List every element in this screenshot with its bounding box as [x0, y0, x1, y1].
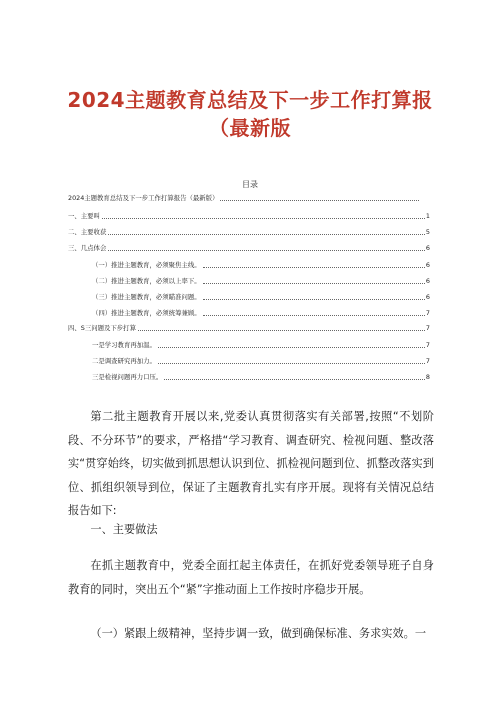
toc-leader: [108, 250, 425, 251]
toc-entry-page: 6: [425, 261, 430, 269]
toc-leader: [203, 315, 425, 316]
toc-leader: [203, 283, 425, 284]
toc-entry[interactable]: [92, 340, 430, 350]
toc-entry-label: （二）推进主题教育，必须以上率下。: [92, 277, 201, 285]
toc-leader: [138, 330, 425, 331]
toc-entry[interactable]: [68, 243, 430, 253]
toc-entry[interactable]: [92, 372, 430, 382]
toc-entry-label: （一）推进主题教育，必须聚焦主线。: [92, 261, 201, 269]
section-heading: 一、主要做法: [90, 523, 158, 536]
toc-entry-page: 6: [425, 244, 430, 252]
toc-entry[interactable]: [68, 227, 430, 237]
toc-entry[interactable]: [92, 356, 430, 366]
toc-heading: 目录: [242, 180, 258, 189]
toc-entry-page: 6: [425, 277, 430, 285]
toc-entry-page: 6: [425, 293, 430, 301]
toc-entry[interactable]: [92, 292, 430, 302]
toc-entry-label: 三是检视问题再力口压。: [92, 373, 163, 381]
toc-entry-label: 一是学习教育再加温。: [92, 341, 156, 349]
toc-entry-page: 5: [425, 228, 430, 236]
toc-entry-label: （三）推进主题教育，必须瞄准问题。: [92, 293, 201, 301]
toc-leader: [203, 267, 425, 268]
toc-leader: [158, 347, 425, 348]
toc-entry-page: 7: [425, 341, 430, 349]
document-title-line2: （最新版: [209, 116, 291, 140]
toc-entry-label: 三、几点体会: [68, 244, 107, 252]
toc-entry-label: 二、主要收获: [68, 228, 107, 236]
body-paragraph: （一）紧跟上级精神，坚持步调一致，做到确保标准、务求实效。一: [90, 627, 427, 640]
toc-entry-label: 二是调查研究再加力。: [92, 357, 156, 365]
toc-entry[interactable]: [92, 260, 430, 270]
toc-entry-page: 1: [425, 212, 430, 220]
toc-entry[interactable]: [68, 193, 420, 203]
toc-leader: [108, 234, 425, 235]
intro-paragraph: 第二批主题教育开展以来,党委认真贯彻落实有关部署,按照“不划阶段、不分环节”的要求，严格措“学习教育、调查研究、检视问题、整改落实“贯穿始终，切实做到抓思想认识到位、抓检视问题到位、抓整改落实到位、抓组织领导到位，保证了主题教育扎实有序开展。现将有关情况总结报告如下:: [68, 410, 434, 517]
toc-entry[interactable]: [92, 276, 430, 286]
toc-entry-label: 四、S三问题及下步打算: [68, 324, 136, 332]
body-paragraph: 在抓主题教育中，党委全面扛起主体责任，在抓好党委领导班子自身教育的同时，突出五个“紧”字推动面上工作按时序稳步开展。: [68, 559, 434, 596]
toc-entry-page: 7: [425, 324, 430, 332]
toc-entry-label: （四）推进主题教育，必须统筹兼顾。: [92, 309, 201, 317]
toc-entry-label: 2024主题教育总结及下一步工作打算报告（最新版）: [68, 194, 219, 202]
toc-entry-page: 7: [425, 357, 430, 365]
toc-entry-label: 一、主要叫: [68, 212, 100, 220]
document-title-line1: 2024主题教育总结及下一步工作打算报: [67, 88, 433, 112]
toc-leader: [164, 379, 425, 380]
toc-entry[interactable]: [92, 308, 430, 318]
toc-leader: [158, 363, 425, 364]
toc-leader: [203, 299, 425, 300]
toc-entry-page: 8: [425, 373, 430, 381]
toc-leader: [102, 218, 425, 219]
toc-entry[interactable]: [68, 211, 430, 221]
toc-entry-page: 7: [425, 309, 430, 317]
toc-entry[interactable]: [68, 323, 430, 333]
toc-leader: [220, 200, 419, 201]
